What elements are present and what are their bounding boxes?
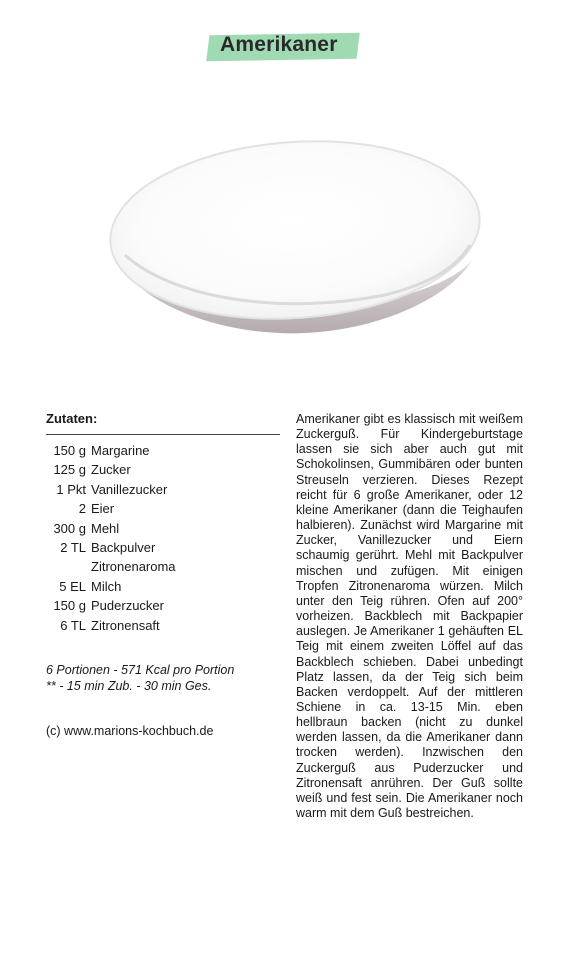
time-info: ** - 15 min Zub. - 30 min Ges. [46,679,212,693]
ingredients-divider [46,434,280,435]
ingredient-row [46,499,286,518]
ingredient-name: Mehl [91,520,120,536]
ingredient-row [46,616,286,635]
source-credit: (c) www.marions-kochbuch.de [46,724,214,738]
ingredient-qty: 2 TL [60,539,86,555]
ingredient-row [46,538,286,557]
portions-info: 6 Portionen - 571 Kcal pro Portion [46,663,235,677]
ingredients-heading: Zutaten: [46,411,98,426]
page-title: Amerikaner [220,33,338,56]
ingredient-qty: 150 g [53,443,86,458]
ingredient-name: Backpulver [91,539,156,555]
ingredient-name: Puderzucker [91,598,164,614]
title-block [208,30,368,62]
ingredient-row [46,519,286,538]
amerikaner-photo [85,105,505,345]
ingredient-row [46,577,286,596]
ingredient-name: Margarine [91,443,150,458]
ingredient-name: Vanillezucker [91,481,168,497]
ingredient-name: Zucker [91,462,131,478]
ingredient-qty: 150 g [53,598,86,614]
recipe-description: Amerikaner gibt es klassisch mit weißem Zuckerguß. Für Kindergeburtstage lassen sie sich aber auch gut mit Schokolinsen, Gummibären oder bunten Streuseln verzieren. Dieses Rezept reicht für 6 große Amerikaner, oder 12 kleine Amerikaner (dann die Teighaufen halbieren). Zunächst wird Margarine mit Zucker, Vanillezucker und Eiern schaumig gerührt. Mehl mit Backpulver mischen und zufügen. Mit einigen Tropfen Zitronenaroma würzen. Milch unter den Teig rühren. Ofen auf 200° vorheizen. Backblech mit Backpapier auslegen. Je Amerikaner 1 gehäuften EL Teig mit einem zweiten Löffel auf das Backblech schieben. Dabei unbedingt Platz lassen, da der Teig sich beim Backen verdoppelt. Auf der mittleren Schiene in ca. 13-15 Min. eben hellbraun backen (nicht zu dunkel werden lassen, da die Amerikaner dann trocken werden). Inzwischen den Zuckerguß aus Puderzucker und Zitronensaft anrühren. Der Guß sollte weiß und fest sein. Die Amerikaner noch warm mit dem Guß bestreichen. [296,412,523,821]
ingredient-row [46,557,286,576]
recipe-meta [46,662,234,694]
ingredient-row [46,596,286,615]
ingredient-row [46,441,286,460]
ingredient-qty: 5 EL [59,578,86,594]
ingredients-list [46,441,286,635]
ingredient-qty: 6 TL [60,617,86,633]
ingredient-qty [46,557,91,576]
ingredient-name: Milch [91,578,122,594]
ingredient-name: Zitronenaroma [91,559,176,575]
ingredient-qty: 300 g [53,520,86,536]
ingredient-qty: 1 Pkt [56,481,86,497]
ingredient-qty: 2 [78,501,86,517]
ingredient-row [46,460,286,479]
ingredient-name: Zitronensaft [91,617,160,633]
ingredient-name: Eier [91,501,115,517]
ingredient-qty: 125 g [53,462,86,478]
ingredient-row [46,480,286,499]
